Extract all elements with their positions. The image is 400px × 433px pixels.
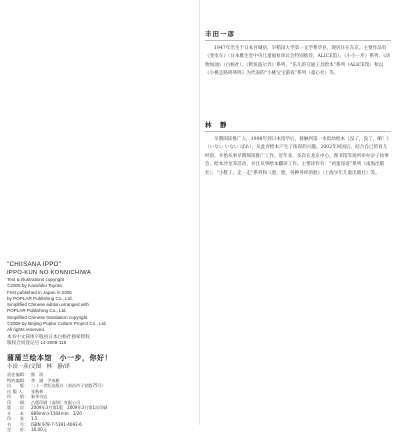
book-info-block [7,353,195,433]
info-value: ISBN 978-7-5391-4693-6 [31,421,82,427]
copyright-line: All rights reserved. [7,327,46,333]
book-credit: 丰田一彦/文图 林 静/译 [7,364,70,370]
copyright-line: ©2005 by Kazuhiko Toyota [7,283,62,289]
copyright-line: First published in Japan in 2005 [7,289,72,295]
translator-name: 林 静 [205,121,228,129]
author-block-toyota [205,30,391,79]
publication-info [7,372,195,433]
copyright-line: Simplified Chinese edition arranged with [7,302,89,308]
info-label: 书 号： [7,421,29,427]
info-row [7,427,195,433]
author-name: 丰田一彦 [205,30,235,38]
info-value: 新华书店 [31,394,48,400]
info-value: 凸版印刷（深圳）有限公司 [31,399,81,405]
copyright-line: by POPLAR Publishing Co., Ltd. [7,295,73,301]
series-title: "CHIISANA IPPO" [7,261,62,268]
author-rule [205,40,391,41]
copyright-line: Simplified Chinese translation copyright [7,314,88,320]
author-block-lin [205,121,391,178]
author-rule [205,131,391,132]
info-label: 特约编辑： [7,377,29,383]
info-label: 经 销： [7,394,29,400]
info-value: 889mm×1194mm 1/20 [31,410,82,416]
info-label: 出 版 人： [7,388,28,394]
copyright-line: Text & Illustrations copyright [7,277,65,282]
copyright-line: POPLAR Publishing Co., Ltd. [7,308,67,314]
book-title: 蒲蒲兰绘本馆 小一步，你好！ [7,354,112,362]
copyright-line: 版权合同登记号 14-2008-115 [7,339,67,345]
copyright-block [7,261,192,346]
info-value: 二十一世纪出版社（南昌市子安路75号） [31,383,106,389]
page-divider [199,0,200,425]
info-label: 开 本： [7,410,29,416]
author-bio: 1947年出生于日本宫城县，早稻田大学第一文学系毕业，现居住在东京。主要作品有《变电车》（日本雅生堂中央儿童福祉审议会特别推荐，ALICE馆）、《小小一步》系列、《动物加油》（白杨社）、《鳄鱼波尔奔》系列、“乐儿的交通工具绘本”系列（ALICE馆）和以《小桃走路咚咚咚》为代表的“小桃宝宝游戏”系列（童心社）等。 [205,46,391,77]
info-value: 李 涵 尹成彬 [31,377,60,383]
info-label: 印 刷： [7,399,29,405]
info-label: 责任编辑： [7,372,29,377]
translator-bio: 早期阅读推广人，1998年到日本留学后，接触到第一本低幼绘本《没了，没了，嗬！》（いない いない ばあ），从此对绘本产生了浓厚的兴趣。2002年回国后，结合自己的育儿经验，开始从事早期阅读推广工作。近年来，多次在北京中心、图书馆等场所举办亲子故事会。绘本沙龙等活动，并且从事绘本翻译工作。主要译作有：“鸡蛋哥哥”系列（南海出版社）、“小鞋子，走一走”系列和《脸，脸，各种各样的脸》（上海少年儿童出版社）等。 [205,137,389,176]
info-label: 出 版： [7,383,29,389]
info-value: 2009年3月第1版 2009年3月第1次印刷 [31,405,108,411]
copyright-line: ©2009 by Beijing Poplar Culture Project Co., Ltd. [7,321,107,327]
info-label: 版 次： [7,405,29,411]
series-subtitle: IPPO-KUN NO KONNICHIWA [7,270,92,276]
info-value: 熊 炽 [31,372,44,377]
copyright-line: 本书中文简体字版由日本白杨社独家授权 [7,333,90,339]
info-label: 印 张： [7,416,29,422]
info-value: 16.00元 [31,427,47,433]
info-label: 定 价： [7,427,29,433]
info-value: 张秋林 [31,388,44,394]
info-value: 1.5 [31,416,38,422]
